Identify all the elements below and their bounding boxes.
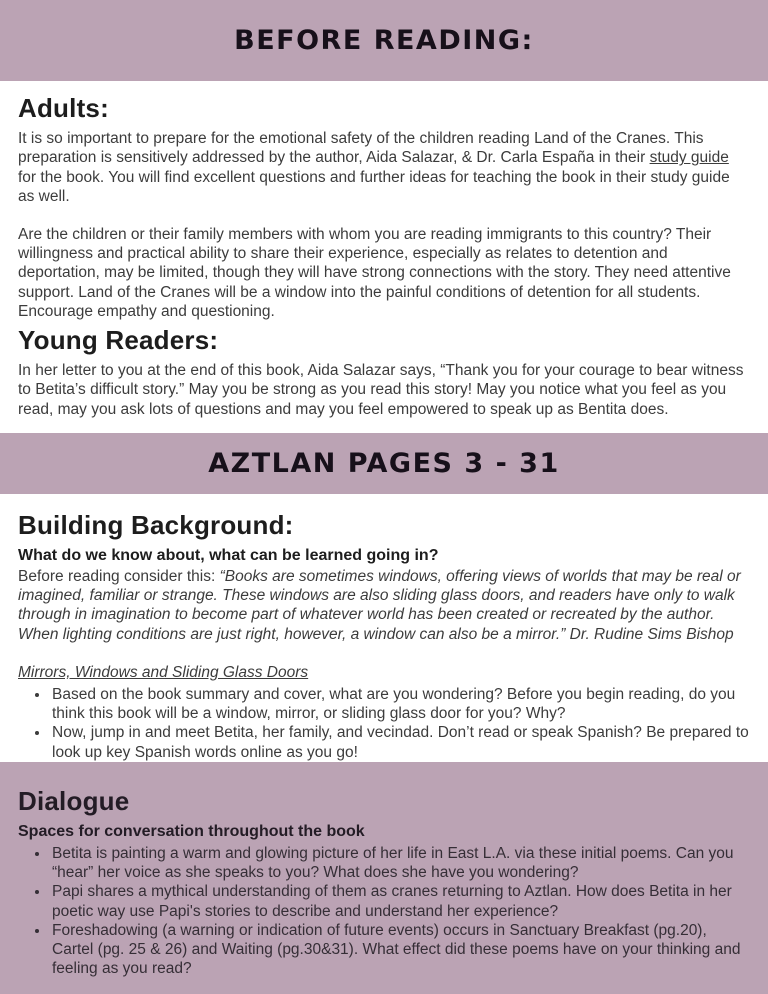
quote-lead-text: Before reading consider this: <box>18 568 220 585</box>
building-background-subheading: What do we know about, what can be learned going in? <box>18 547 439 564</box>
before-reading-section <box>0 93 768 419</box>
building-background-heading: Building Background: <box>18 509 294 540</box>
aztlan-banner <box>0 433 768 494</box>
dialogue-bullet-list <box>18 844 750 978</box>
list-item: • Foreshadowing (a warning or indication of future events) occurs in Sanctuary Breakfast (pg.20), Cartel (pg. 25 & 26) and Waiting (pg.30&31). What effect did these poems have on your thinking and feeling as you read? <box>50 921 750 979</box>
list-item: • Betita is painting a warm and glowing picture of her life in East L.A. via these initial poems. Can you “hear” her voice as she speaks to you? What does she have you wondering? <box>50 844 750 882</box>
bishop-quote-text: “Books are sometimes windows, offering views of worlds that may be real or imagined, familiar or strange. These windows are also sliding glass doors, and readers have only to walk through in imagination to become part of whatever world has been created or recreated by the author. When lighting conditions are just right, however, a window can also be a mirror.” Dr. Rudine Sims Bishop <box>18 568 741 643</box>
dialogue-section <box>0 762 768 994</box>
young-readers-heading: Young Readers: <box>18 325 219 356</box>
dialogue-subheading: Spaces for conversation throughout the book <box>18 823 365 841</box>
adults-paragraph-1-text-before: It is so important to prepare for the emotional safety of the children reading Land of the Cranes. This preparation is sensitively addressed by the author, Aida Salazar, & Dr. Carla España in their <box>18 130 704 167</box>
adults-paragraph-2: Are the children or their family members with whom you are reading immigrants to this country? Their willingness and practical ability to share their experience, especially as relates to detention and deportation, may be limited, though they will have strong connections with the story. They need attentive support. Land of the Cranes will be a window into the painful conditions of detention for all students. Encourage empathy and questioning. <box>18 226 731 320</box>
building-background-section <box>0 510 768 762</box>
list-item: • Based on the book summary and cover, what are you wondering? Before you begin reading, do you think this book will be a window, mirror, or sliding glass door for you? Why? <box>50 685 750 723</box>
before-reading-title: BEFORE READING: <box>234 25 534 56</box>
dialogue-heading: Dialogue <box>18 785 130 816</box>
aztlan-title: AZTLAN PAGES 3 - 31 <box>208 447 560 479</box>
list-item: • Papi shares a mythical understanding of them as cranes returning to Aztlan. How does Betita in her poetic way use Papi's stories to describe and understand her experience? <box>50 882 750 920</box>
building-background-quote-paragraph <box>18 567 750 644</box>
adults-paragraph-1 <box>18 129 750 206</box>
before-reading-banner <box>0 0 768 81</box>
mirrors-windows-link[interactable]: Mirrors, Windows and Sliding Glass Doors <box>18 663 309 681</box>
list-item: • Now, jump in and meet Betita, her family, and vecindad. Don’t read or speak Spanish? Be prepared to look up key Spanish words online as you go! <box>50 723 750 761</box>
building-background-bullet-list <box>18 685 750 762</box>
adults-heading: Adults: <box>18 93 109 123</box>
study-guide-link[interactable]: study guide <box>649 149 729 167</box>
adults-paragraph-1-text-after: for the book. You will find excellent questions and further ideas for teaching the book in their study guide as well. <box>18 168 730 205</box>
mirrors-windows-link-line <box>18 663 750 682</box>
young-readers-paragraph: In her letter to you at the end of this book, Aida Salazar says, “Thank you for your courage to bear witness to Betita’s difficult story.” May you be strong as you read this story! May you notice what you feel as you read, may you ask lots of questions and may you feel empowered to speak up as Bentita does. <box>18 362 744 418</box>
